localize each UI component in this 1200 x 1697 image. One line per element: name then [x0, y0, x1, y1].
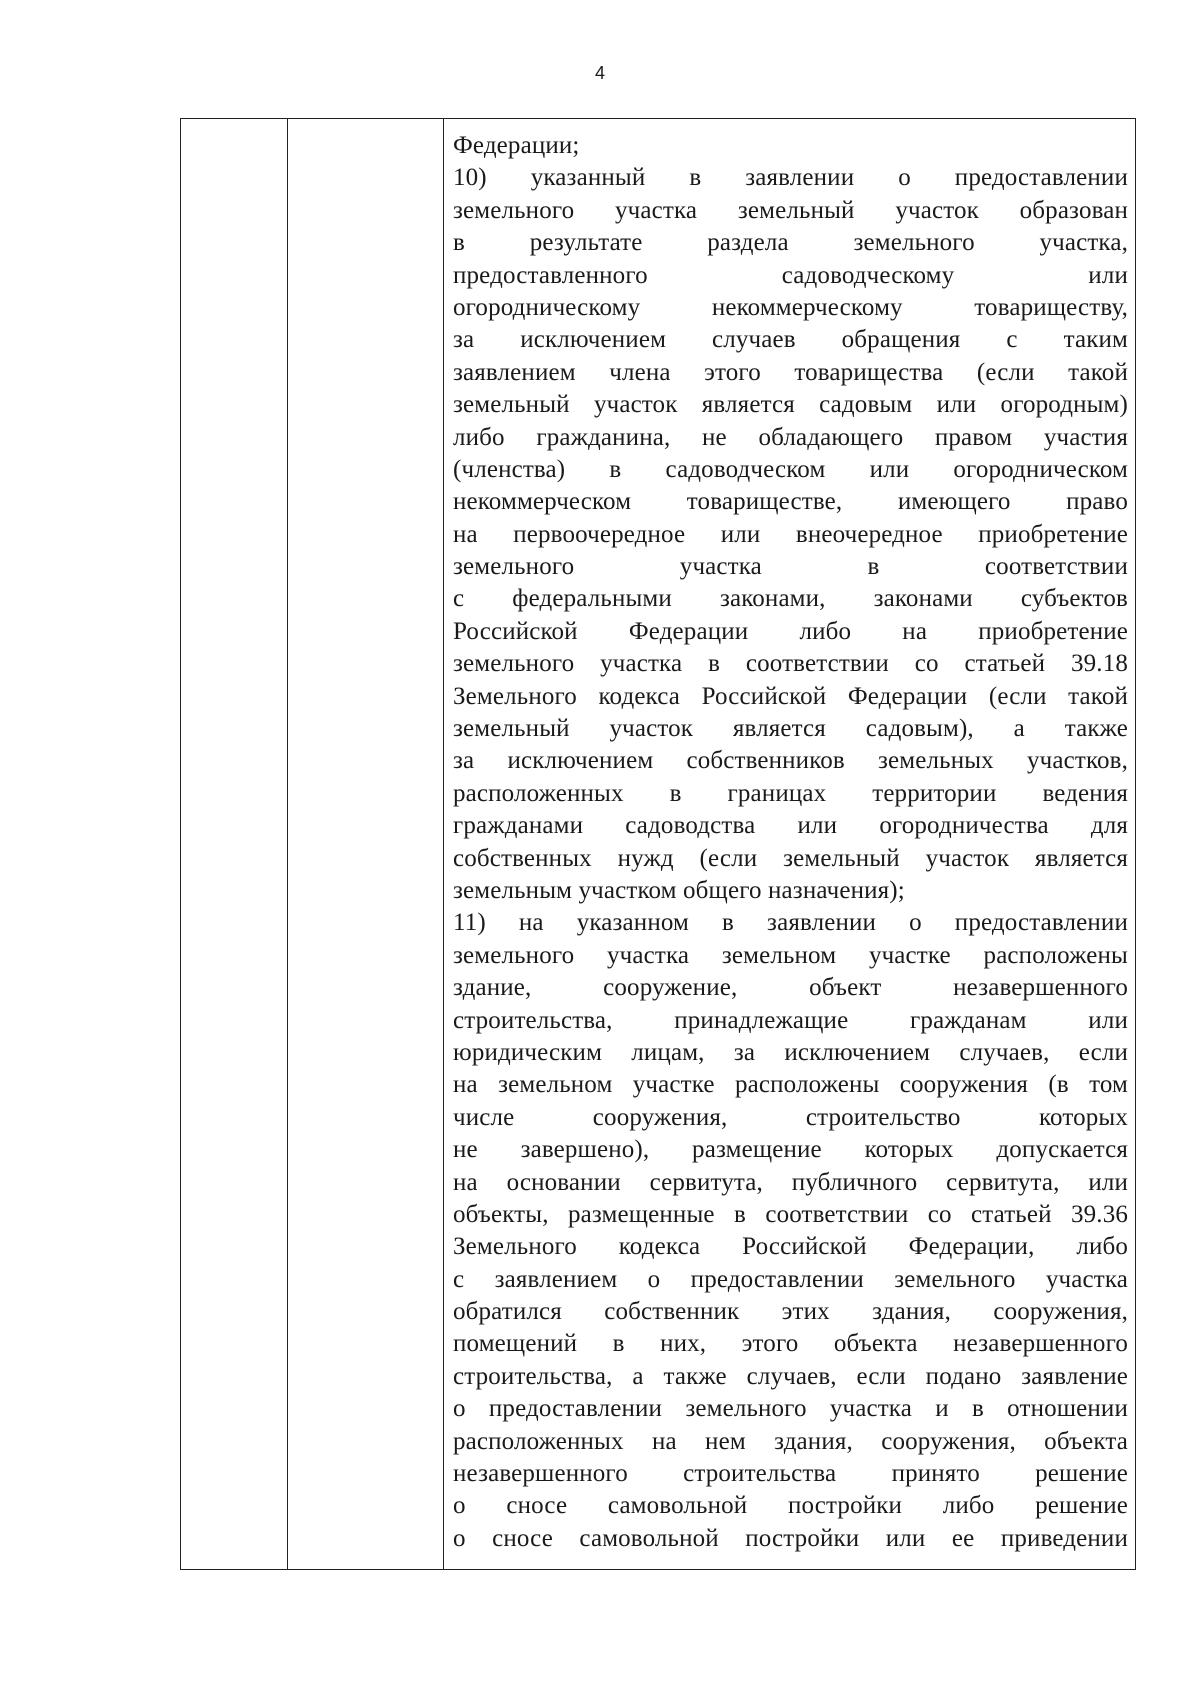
text-line: Земельного кодекса Российской Федерации, либо [453, 1233, 1128, 1261]
text-line: 10) указанный в заявлении о предоставлении [453, 164, 1128, 192]
text-line: (членства) в садоводческом или огородническом [453, 455, 1128, 483]
text-line: расположенных в границах территории ведения [453, 779, 1128, 807]
text-line: юридическим лицам, за исключением случаев, если [453, 1038, 1128, 1066]
text-line: Федерации; [453, 132, 580, 159]
text-line: Российской Федерации либо на приобретение [453, 617, 1128, 645]
text-line: объекты, размещенные в соответствии со статьей 39.36 [453, 1200, 1128, 1228]
text-line: земельным участком общего назначения); [453, 876, 905, 904]
text-line: огородническому некоммерческому товариществу, [453, 293, 1128, 321]
text-line: о сносе самовольной постройки или ее приведении [453, 1524, 1128, 1552]
text-line: некоммерческом товариществе, имеющего право [453, 488, 1128, 516]
text-line: Земельного кодекса Российской Федерации (если такой [453, 682, 1128, 710]
text-line: в результате раздела земельного участка, [453, 229, 1128, 257]
text-line: на первоочередное или внеочередное приобретение [453, 520, 1128, 548]
text-line: за исключением собственников земельных участков, [453, 747, 1128, 775]
text-line: строительства, а также случаев, если подано заявление [453, 1362, 1128, 1390]
text-line: числе сооружения, строительство которых [453, 1103, 1128, 1131]
text-line: с федеральными законами, законами субъектов [453, 585, 1128, 613]
text-line: здание, сооружение, объект незавершенного [453, 974, 1128, 1002]
text-line: земельного участка земельный участок образован [453, 196, 1128, 224]
text-line: заявлением члена этого товарищества (если такой [453, 358, 1128, 386]
text-line: не завершено), размещение которых допускается [453, 1136, 1128, 1164]
text-line: либо гражданина, не обладающего правом участия [453, 423, 1128, 451]
text-line: земельного участка земельном участке расположены [453, 941, 1128, 969]
text-line: земельный участок является садовым), а также [453, 715, 1128, 743]
text-line: на земельном участке расположены сооружения (в том [453, 1071, 1128, 1099]
table-cell-column-3 [444, 119, 1136, 1570]
text-line: о сносе самовольной постройки либо решение [453, 1492, 1128, 1520]
text-line: 11) на указанном в заявлении о предоставлении [453, 909, 1128, 937]
cell-text-block [444, 119, 1135, 1555]
table-cell-column-2 [288, 119, 444, 1570]
page-number: 4 [594, 63, 605, 83]
text-line: обратился собственник этих здания, сооружения, [453, 1298, 1128, 1326]
text-line: за исключением случаев обращения с таким [453, 326, 1128, 354]
text-line: о предоставлении земельного участка и в отношении [453, 1395, 1128, 1423]
text-line: расположенных на нем здания, сооружения, объекта [453, 1427, 1128, 1455]
text-line: строительства, принадлежащие гражданам или [453, 1006, 1128, 1034]
text-line: гражданами садоводства или огородничества для [453, 812, 1128, 840]
text-line: предоставленного садоводческому или [453, 261, 1128, 289]
text-line: земельный участок является садовым или огородным) [453, 391, 1128, 419]
table-cell-column-1 [181, 119, 288, 1570]
text-line: земельного участка в соответствии [453, 553, 1128, 581]
text-line: незавершенного строительства принято решение [453, 1460, 1128, 1488]
text-line: земельного участка в соответствии со статьей 39.18 [453, 650, 1128, 678]
text-line: на основании сервитута, публичного сервитута, или [453, 1168, 1128, 1196]
table-row [181, 119, 1136, 1570]
text-line: собственных нужд (если земельный участок является [453, 844, 1128, 872]
document-table [180, 118, 1136, 1570]
text-line: помещений в них, этого объекта незавершенного [453, 1330, 1128, 1358]
text-line: с заявлением о предоставлении земельного участка [453, 1265, 1128, 1293]
